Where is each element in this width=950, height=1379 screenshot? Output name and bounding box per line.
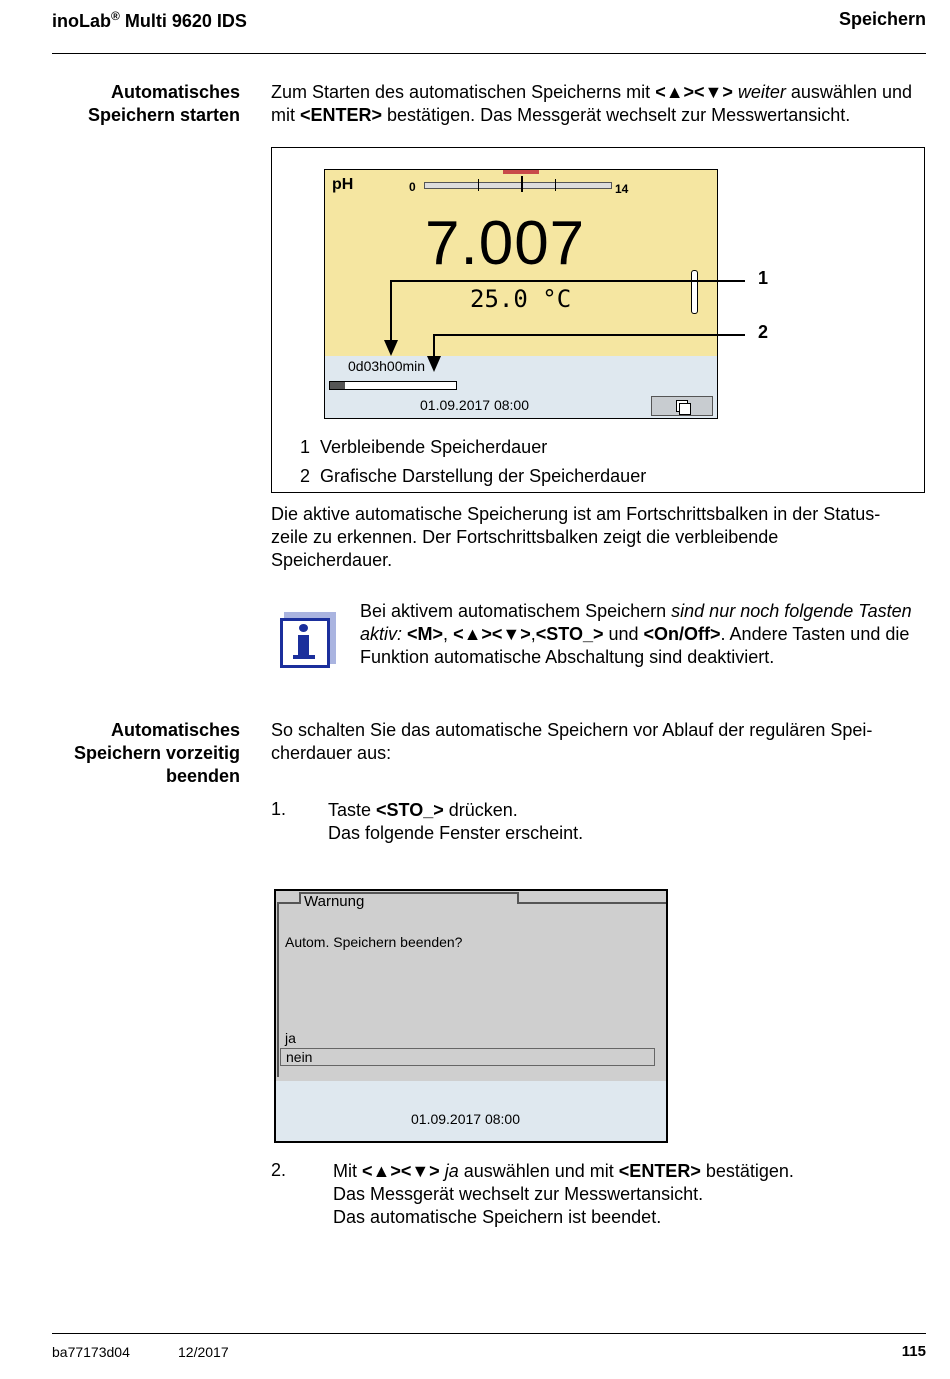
option-no-selection[interactable]: [280, 1048, 655, 1066]
legend-text: Verbleibende Speicherdauer: [320, 437, 548, 457]
side-heading-line: Speichern vorzeitig: [73, 743, 240, 763]
callout-line-1: [391, 281, 745, 340]
scale-min: 0: [409, 180, 416, 194]
text: Taste: [328, 800, 377, 820]
measured-value: 7.007: [425, 209, 586, 278]
text: ,: [443, 624, 454, 644]
info-icon: [280, 612, 338, 670]
step2-number: 2.: [271, 1160, 287, 1180]
option-no: nein: [286, 1049, 313, 1065]
text-line: Speicherdauer.: [271, 550, 393, 570]
side-heading-line: Speichern starten: [87, 105, 240, 125]
italic-text: weiter: [732, 82, 786, 102]
key-label: <STO_>: [535, 624, 604, 644]
side-heading-line: Automatisches: [110, 82, 240, 102]
step1-text: [328, 799, 926, 845]
callout-arrow-1: [384, 340, 398, 356]
legend-text: Grafische Darstellung der Speicherdauer: [320, 466, 647, 486]
header-section: Speichern: [838, 9, 926, 29]
text-line: Das folgende Fenster erscheint.: [328, 823, 584, 843]
footer-rule: [52, 1333, 926, 1334]
key-label: <M>: [402, 624, 444, 644]
text-line: cherdauer aus:: [271, 743, 392, 763]
status-paragraph: [271, 503, 926, 572]
product-name: inoLab: [52, 11, 111, 31]
dialog-datetime: 01.09.2017 08:00: [411, 1111, 520, 1127]
figure-legend: [300, 433, 646, 491]
italic-text: sind nur noch folgende Tasten aktiv:: [360, 601, 912, 644]
text-line: So schalten Sie das automatische Speichern vor Ablauf der regulären Spei-: [271, 720, 873, 740]
text-line: Das Messgerät wechselt zur Messwertansicht.: [333, 1184, 704, 1204]
text: auswählen und mit: [271, 82, 912, 125]
key-label: <ENTER>: [300, 105, 383, 125]
legend-item: [300, 462, 646, 491]
param-label: pH: [332, 176, 354, 193]
remaining-time: 0d03h00min: [348, 358, 426, 374]
key-label: <▲><▼>: [655, 82, 733, 102]
footer-page-number: 115: [901, 1343, 926, 1360]
side-heading-stop: [52, 719, 240, 788]
callout-label-2: 2: [758, 322, 769, 342]
text: Zum Starten des automatischen Speicherns mit: [271, 82, 656, 102]
footer-date: 12/2017: [178, 1344, 229, 1360]
step1-number: 1.: [271, 799, 287, 819]
step2-text: [333, 1160, 926, 1229]
temperature-value: 25.0 °C: [470, 285, 572, 313]
callout-label-1: 1: [758, 268, 769, 288]
text: drücken.: [443, 800, 518, 820]
product-model: Multi 9620 IDS: [119, 11, 247, 31]
key-label: <▲><▼>: [453, 624, 531, 644]
key-label: <On/Off>: [643, 624, 721, 644]
key-label: <ENTER>: [618, 1161, 701, 1181]
text: auswählen und mit: [458, 1161, 619, 1181]
option-yes[interactable]: ja: [285, 1030, 296, 1046]
warning-dialog: [274, 889, 668, 1143]
info-note: [360, 600, 926, 669]
text-line: Das automatische Speichern ist beendet.: [333, 1207, 662, 1227]
scale-max: 14: [615, 182, 629, 196]
legend-num: 2: [300, 466, 311, 486]
text: ,: [530, 624, 536, 644]
text: bestätigen. Das Messgerät wechselt zur Messwertansicht.: [382, 105, 851, 125]
key-label: <STO_>: [376, 800, 444, 820]
stop-intro: [271, 719, 926, 765]
callout-lines: [0, 0, 950, 500]
side-heading-line: Automatisches: [110, 720, 240, 740]
side-heading-line: beenden: [165, 766, 240, 786]
text: Bei aktivem automatischem Speichern: [360, 601, 672, 621]
callout-line-2: [434, 335, 745, 356]
legend-num: 1: [300, 437, 311, 457]
text-line: [328, 799, 926, 822]
italic-text: ja: [439, 1161, 459, 1181]
text-line: [333, 1160, 926, 1183]
display-datetime: 01.09.2017 08:00: [420, 397, 529, 413]
callout-arrow-2: [427, 356, 441, 372]
text: . Andere Tasten und die Funktion automatische Abschaltung sind deaktiviert.: [360, 624, 910, 667]
text: Mit: [333, 1161, 362, 1181]
text: bestätigen.: [700, 1161, 794, 1181]
key-label: <▲><▼>: [362, 1161, 440, 1181]
text-line: Die aktive automatische Speicherung ist am Fortschrittsbalken in der Status-: [271, 504, 881, 524]
footer-doc-id: ba77173d04: [52, 1344, 130, 1360]
text: und: [603, 624, 644, 644]
dialog-question[interactable]: Autom. Speichern beenden?: [285, 934, 463, 950]
text-line: zeile zu erkennen. Der Fortschrittsbalken zeigt die verbleibende: [271, 527, 779, 547]
legend-item: [300, 433, 646, 462]
dialog-tab-title: Warnung: [304, 893, 365, 910]
registered-mark: ®: [111, 9, 120, 23]
